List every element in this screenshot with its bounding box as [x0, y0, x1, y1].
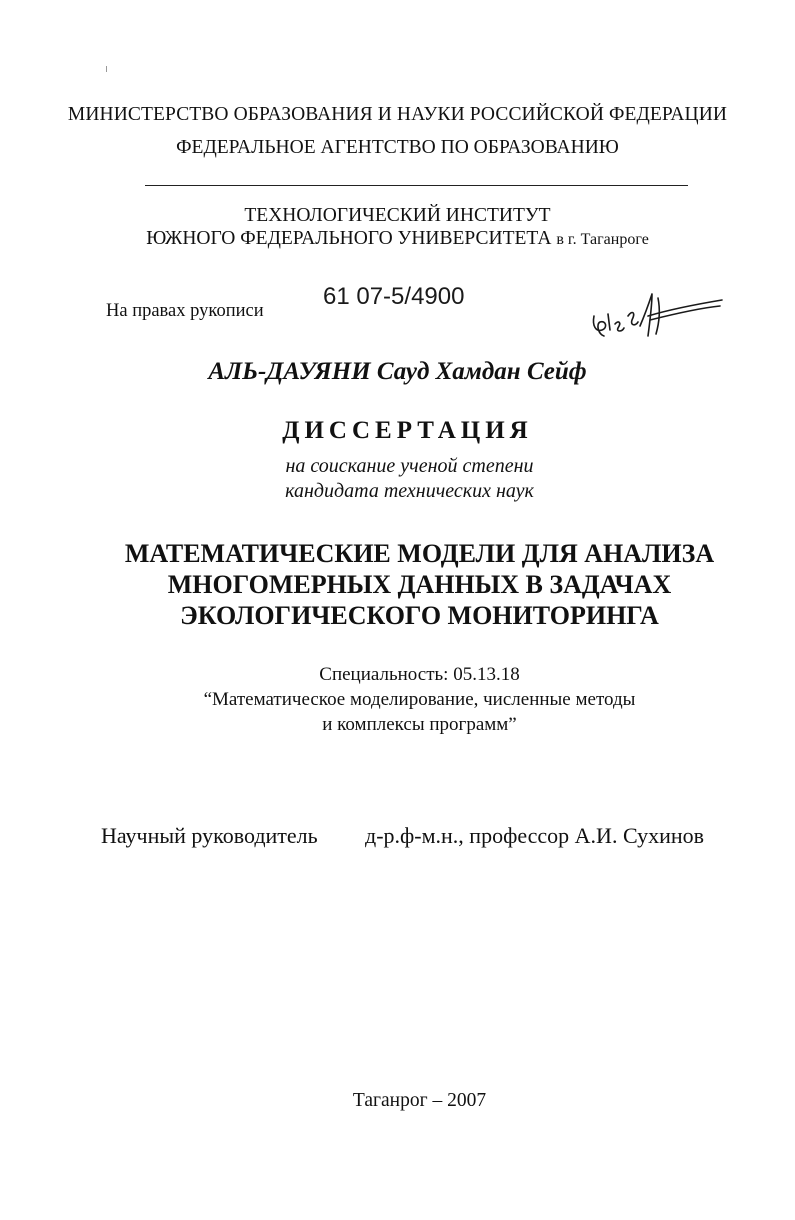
- institute-name-line2: [0, 228, 795, 250]
- title-line: ЭКОЛОГИЧЕСКОГО МОНИТОРИНГА: [180, 601, 659, 630]
- signature-stroke: [656, 298, 659, 334]
- signature-stroke: [593, 316, 605, 336]
- city-year: Таганрог – 2007: [352, 1090, 487, 1111]
- document-type: ДИССЕРТАЦИЯ: [282, 417, 533, 444]
- title-line: МНОГОМЕРНЫХ ДАННЫХ В ЗАДАЧАХ: [167, 570, 672, 599]
- signature-stroke: [608, 314, 610, 330]
- supervisor-name: д-р.ф-м.н., профессор А.И. Сухинов: [365, 823, 705, 848]
- specialty-code: Специальность: 05.13.18: [319, 664, 520, 685]
- scan-speck: [106, 66, 107, 72]
- institute-university: ЮЖНОГО ФЕДЕРАЛЬНОГО УНИВЕРСИТЕТА: [146, 228, 552, 249]
- institute-city: в г. Таганроге: [556, 231, 649, 248]
- specialty-name-line1: “Математическое моделирование, численные методы: [203, 689, 636, 710]
- title-line: МАТЕМАТИЧЕСКИЕ МОДЕЛИ ДЛЯ АНАЛИЗА: [124, 539, 715, 568]
- supervisor-label: Научный руководитель: [101, 823, 318, 848]
- agency-name: ФЕДЕРАЛЬНОЕ АГЕНТСТВО ПО ОБРАЗОВАНИЮ: [176, 137, 619, 158]
- institute-name-line1: ТЕХНОЛОГИЧЕСКИЙ ИНСТИТУТ: [244, 205, 551, 226]
- ministry-name: МИНИСТЕРСТВО ОБРАЗОВАНИЯ И НАУКИ РОССИЙСКОЙ ФЕДЕРАЦИИ: [67, 104, 728, 125]
- author-name: АЛЬ-ДАУЯНИ Сауд Хамдан Сейф: [208, 358, 587, 385]
- signature-stroke: [615, 322, 624, 331]
- dissertation-title: [0, 538, 795, 631]
- manuscript-note: На правах рукописи: [106, 301, 264, 321]
- specialty-name-line2: и комплексы программ”: [322, 714, 517, 735]
- signature-stroke: [628, 313, 638, 325]
- archive-stamp-number: 61 07-5/4900: [323, 283, 465, 310]
- degree-line2: кандидата технических наук: [285, 480, 534, 502]
- handwritten-signature: [588, 286, 728, 346]
- header-divider: [145, 185, 688, 186]
- degree-line1: на соискание ученой степени: [285, 455, 534, 477]
